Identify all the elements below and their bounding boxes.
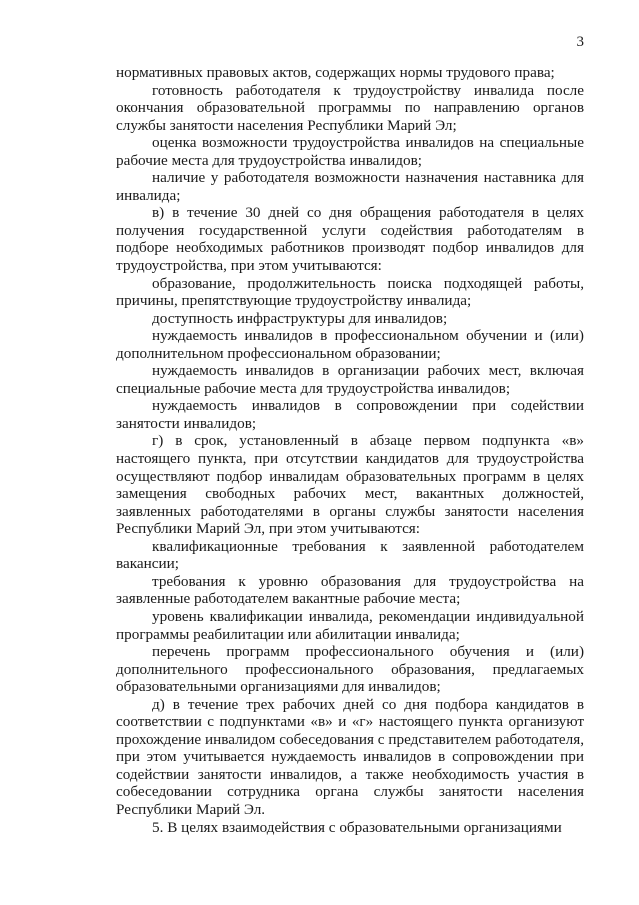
- paragraph: требования к уровню образования для трудоустройства на заявленные работодателем вакантные рабочие места;: [116, 572, 584, 608]
- body-text: [116, 64, 584, 836]
- paragraph-subitem-g: г) в срок, установленный в абзаце первом подпункта «в» настоящего пункта, при отсутствии кандидатов для трудоустройства осуществляют подбор инвалидам образовательных программ в целях замещения свободных рабочих мест, вакантных должностей, заявленных работодателями в органы службы занятости населения Республики Марий Эл, при этом учитываются:: [116, 432, 584, 538]
- paragraph: перечень программ профессионального обучения и (или) дополнительного профессионального образования, предлагаемых образовательными организациями для инвалидов;: [116, 643, 584, 696]
- paragraph: нормативных правовых актов, содержащих нормы трудового права;: [116, 64, 555, 81]
- paragraph: нуждаемость инвалидов в профессиональном обучении и (или) дополнительном профессиональном образовании;: [116, 327, 584, 362]
- paragraph-subitem-d: д) в течение трех рабочих дней со дня подбора кандидатов в соответствии с подпунктами «в» и «г» настоящего пункта организуют прохождение инвалидом собеседования с представителем работодателя, при этом учитывается нуждаемость инвалидов в сопровождении при содействии занятости инвалидов, а также необходимость участия в собеседовании сотрудника органа службы занятости населения Республики Марий Эл.: [116, 695, 584, 818]
- paragraph: оценка возможности трудоустройства инвалидов на специальные рабочие места для трудоустройства инвалидов;: [116, 134, 584, 169]
- paragraph: готовность работодателя к трудоустройству инвалида после окончания образовательной программы по направлению органов службы занятости населения Республики Марий Эл;: [116, 81, 584, 134]
- paragraph: квалификационные требования к заявленной работодателем вакансии;: [116, 537, 584, 573]
- paragraph: наличие у работодателя возможности назначения наставника для инвалида;: [116, 169, 584, 204]
- paragraph-subitem-v: в) в течение 30 дней со дня обращения работодателя в целях получения государственной услуги содействия работодателям в подборе необходимых работников производят подбор инвалидов для трудоустройства, при этом учитываются:: [116, 204, 584, 275]
- paragraph-item-5: 5. В целях взаимодействия с образовательными организациями: [152, 818, 562, 836]
- paragraph: образование, продолжительность поиска подходящей работы, причины, препятствующие трудоустройству инвалида;: [116, 274, 584, 310]
- paragraph: уровень квалификации инвалида, рекомендации индивидуальной программы реабилитации или абилитации инвалида;: [116, 607, 584, 643]
- paragraph: доступность инфраструктуры для инвалидов;: [152, 309, 448, 327]
- paragraph: нуждаемость инвалидов в организации рабочих мест, включая специальные рабочие места для трудоустройства инвалидов;: [116, 362, 584, 397]
- paragraph: нуждаемость инвалидов в сопровождении при содействии занятости инвалидов;: [116, 397, 584, 432]
- page-number: 3: [576, 34, 584, 50]
